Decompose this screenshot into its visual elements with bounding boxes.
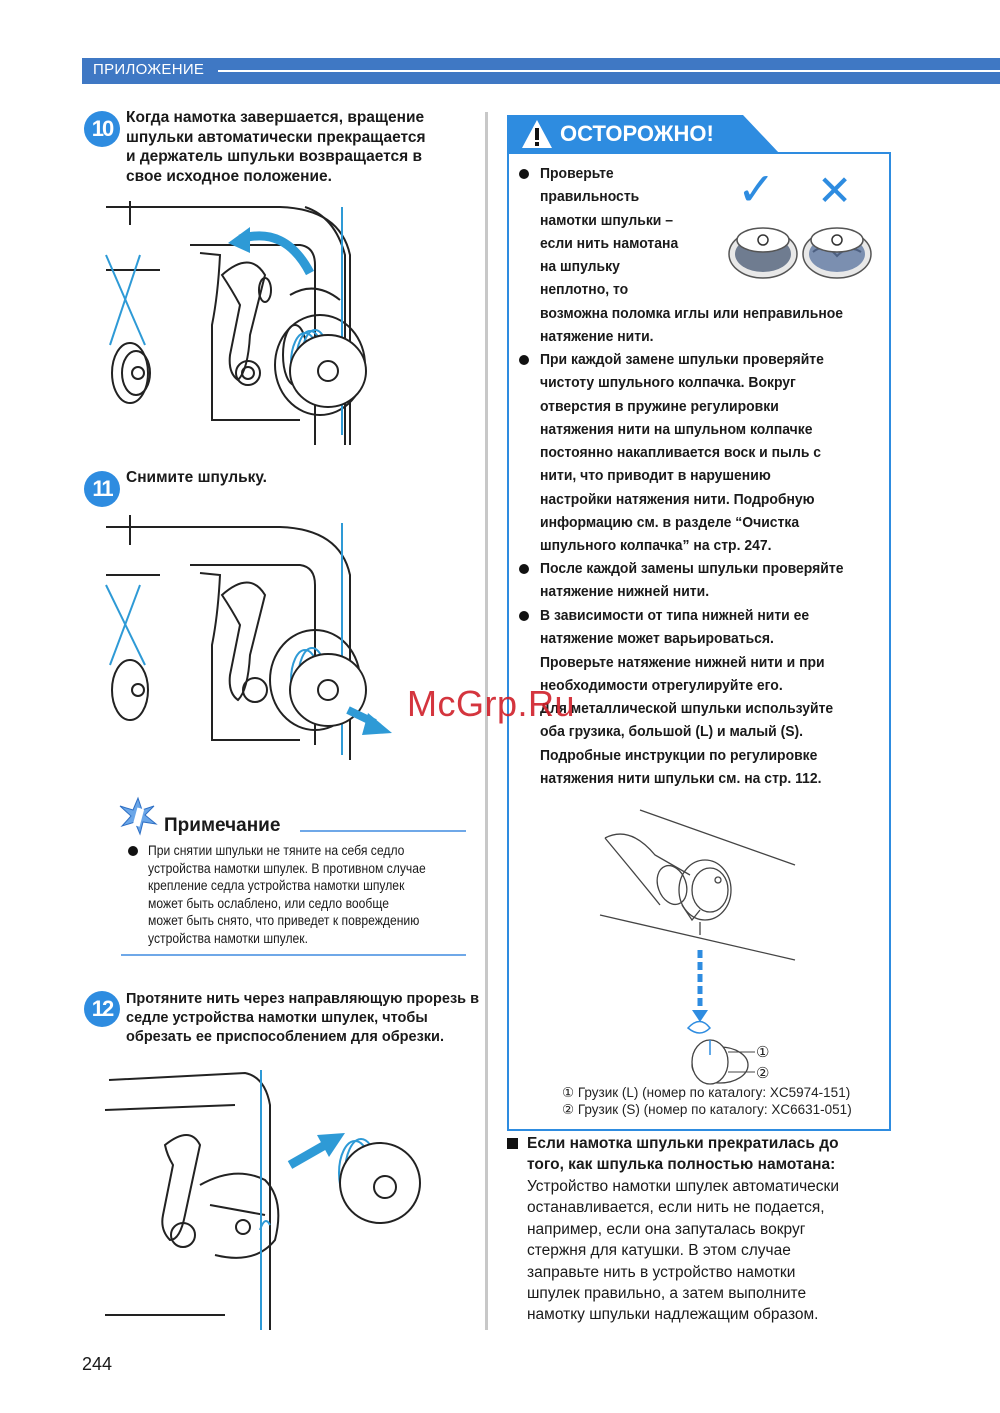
step-12-line: седле устройства намотки шпулек, чтобы [126, 1010, 428, 1026]
section-body-line: заправьте нить в устройство намотки [527, 1263, 796, 1281]
bobbin-comparison-images [725, 222, 875, 282]
caution-line: нити, что приводит в нарушению [540, 467, 771, 485]
step-10-line: и держатель шпульки возвращается в [126, 148, 423, 165]
callout-2: ② [756, 1065, 770, 1082]
callout-1: ① [756, 1044, 770, 1061]
section-body [527, 1176, 839, 1326]
caution-line: В зависимости от типа нижней нити ее [540, 607, 810, 624]
step-12-text [126, 990, 479, 1047]
caution-line: Проверьте [540, 165, 614, 182]
caution-bullet-3-text [540, 557, 843, 604]
weight-caption-s: ② Грузик (S) (номер по каталогу: XC6631-051) [562, 1102, 852, 1117]
header-rule [218, 70, 1000, 72]
note-line: При снятии шпульки не тяните на себя седло [148, 843, 405, 858]
note-bottom-rule [121, 954, 466, 956]
step-10-badge: 10 [84, 111, 120, 147]
caution-line: оба грузика, большой (L) и малый (S). [540, 723, 804, 741]
note-text [148, 842, 426, 948]
bobbin-good [729, 228, 797, 278]
caution-line: натяжение нити. [540, 328, 654, 346]
weight-caption-l: ① Грузик (L) (номер по каталогу: XC5974-151) [562, 1085, 851, 1100]
note-line: устройства намотки шпулек. В противном случае [148, 860, 426, 876]
weight-captions [562, 1084, 852, 1118]
warning-icon [521, 119, 553, 149]
caution-bullet [519, 169, 529, 179]
caution-line: шпульного колпачка” на стр. 247. [540, 537, 772, 555]
caution-title: ОСТОРОЖНО! [560, 121, 714, 146]
section-body-line: например, если она запуталась вокруг [527, 1220, 806, 1238]
note-icon [118, 798, 158, 834]
step-10-line: Когда намотка завершается, вращение [126, 109, 425, 126]
caution-line: натяжение может варьироваться. [540, 630, 774, 648]
caution-line: чистоту шпульного колпачка. Вокруг [540, 374, 796, 392]
caution-line: Проверьте натяжение нижней нити и при [540, 653, 825, 671]
section-title: ПРИЛОЖЕНИЕ [93, 61, 205, 78]
caution-line: намотки шпульки – [540, 211, 674, 229]
section-square-icon [507, 1138, 518, 1149]
step-12-line: обрезать ее приспособлением для обрезки. [126, 1029, 444, 1045]
note-line: крепление седла устройства намотки шпулек [148, 878, 405, 894]
step-10-line: шпульки автоматически прекращается [126, 128, 426, 146]
caution-line: информацию см. в разделе “Очистка [540, 514, 800, 532]
caution-line: натяжения нити шпульки см. на стр. 112. [540, 770, 822, 788]
caution-bullet [519, 355, 529, 365]
step-10-line: свое исходное положение. [126, 167, 332, 185]
bad-cross-icon: ✕ [817, 167, 853, 214]
caution-line: неплотно, то [540, 281, 629, 299]
illustration-remove-bobbin [100, 515, 400, 775]
section-body-line: останавливается, если нить не подается, [527, 1199, 825, 1217]
section-body-line: стержня для катушки. В этом случае [527, 1242, 791, 1260]
note-line: устройства намотки шпулек. [148, 930, 309, 946]
caution-line: настройки натяжения нити. Подробную [540, 490, 815, 508]
step-10-text [126, 108, 426, 186]
caution-line: постоянно накапливается воск и пыль с [540, 444, 822, 462]
caution-bullet-2-text [540, 348, 824, 558]
section-body-line: шпулек правильно, а затем выполните [527, 1285, 807, 1303]
step-11-badge: 11 [84, 471, 120, 507]
caution-line: на шпульку [540, 258, 620, 276]
caution-line: После каждой замены шпульки проверяйте [540, 560, 844, 577]
note-title: Примечание [164, 815, 281, 836]
step-12-badge: 12 [84, 991, 120, 1027]
note-line: может быть ослаблено, или седло вообще [148, 895, 389, 911]
caution-bullet-4-text [540, 604, 833, 790]
illustration-bobbin-weights [600, 810, 800, 1090]
caution-line: правильность [540, 188, 640, 206]
watermark: McGrp.Ru [407, 683, 576, 724]
caution-line: возможна поломка иглы или неправильное [540, 304, 844, 322]
caution-line: натяжения нити на шпульном колпачке [540, 420, 813, 438]
section-body-line: Устройство намотки шпулек автоматически [527, 1178, 839, 1195]
illustration-cut-thread [105, 1065, 470, 1335]
note-line: может быть снято, что приведет к повреждению [148, 913, 420, 929]
illustration-winding-complete [100, 195, 470, 450]
note-title-rule [300, 830, 466, 832]
page-number: 244 [82, 1354, 113, 1374]
caution-bullet [519, 564, 529, 574]
ok-check-icon: ✓ [737, 163, 776, 215]
section-heading [527, 1133, 839, 1176]
caution-line: При каждой замене шпульки проверяйте [540, 351, 824, 368]
caution-line: Для металлической шпульки используйте [540, 700, 834, 718]
caution-line: Подробные инструкции по регулировке [540, 746, 818, 764]
caution-line: если нить намотана [540, 234, 679, 252]
bobbin-bad [803, 228, 871, 278]
caution-bullet [519, 611, 529, 621]
section-body-line: намотку шпульки надлежащим образом. [527, 1306, 819, 1324]
caution-line: необходимости отрегулируйте его. [540, 676, 783, 694]
section-heading-line: Если намотка шпульки прекратилась до [527, 1135, 839, 1152]
step-11-text: Снимите шпульку. [126, 469, 267, 486]
section-heading-line: того, как шпулька полностью намотана: [527, 1156, 836, 1174]
caution-line: отверстия в пружине регулировки [540, 397, 779, 415]
step-12-line: Протяните нить через направляющую прорезь в [126, 991, 480, 1007]
note-bullet [128, 846, 138, 856]
caution-line: натяжение нижней нити. [540, 583, 710, 601]
